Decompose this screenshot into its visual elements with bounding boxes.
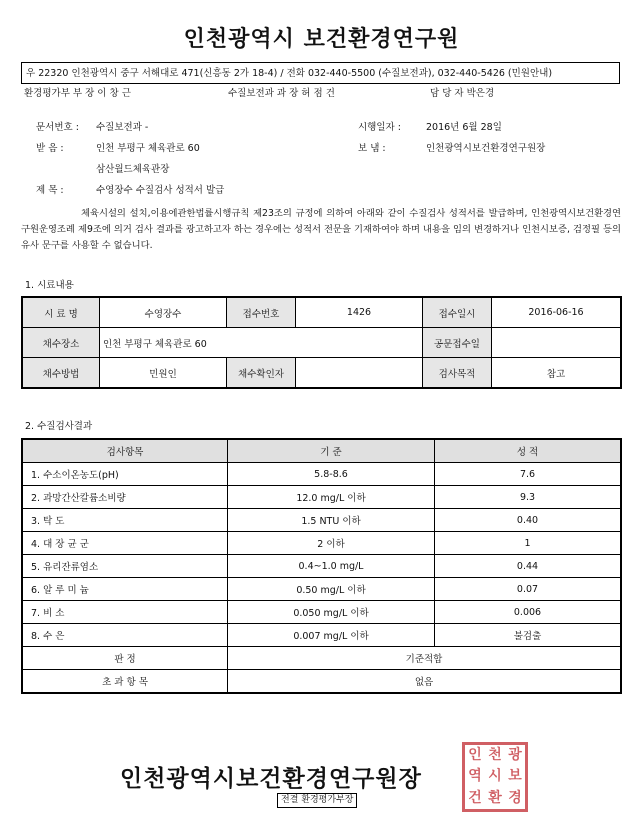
row-standard: 0.4~1.0 mg/L: [228, 555, 435, 578]
row-item: 5. 유리잔류염소: [22, 555, 228, 578]
table-row: [22, 509, 621, 532]
exceed: 없음: [228, 670, 622, 694]
row-result: 1: [435, 532, 622, 555]
table-row: [22, 601, 621, 624]
row-item: 1. 수소이온농도(pH): [22, 463, 228, 486]
recipient-1: 인천 부평구 체육관로 60: [96, 143, 200, 154]
row-result: 불검출: [435, 624, 622, 647]
sender-label: 보 냄 :: [358, 143, 386, 154]
place: 인천 부평구 체육관로 60: [100, 328, 423, 358]
row-standard: 5.8-8.6: [228, 463, 435, 486]
sample-name-label: 시 료 명: [22, 297, 100, 328]
row-standard: 0.50 mg/L 이하: [228, 578, 435, 601]
row-standard: 0.050 mg/L 이하: [228, 601, 435, 624]
exceed-label: 초 과 항 목: [22, 670, 228, 694]
row-result: 7.6: [435, 463, 622, 486]
official: [492, 328, 622, 358]
results-heading: 2. 수질검사결과: [25, 421, 93, 432]
row-item: 6. 알 루 미 늄: [22, 578, 228, 601]
receipt-no: 1426: [296, 297, 423, 328]
row-standard: 12.0 mg/L 이하: [228, 486, 435, 509]
address-line: 우 22320 인천광역시 중구 서해대로 471(신흥동 2가 18-4) / 전화 032-440-5500 (수질보전과), 032-440-5426 (민원안내): [21, 62, 620, 84]
table-row: [22, 578, 621, 601]
table-row: [22, 463, 621, 486]
notice-paragraph: 체육시설의 설치,이용에관한법률시행규칙 제23조의 규정에 의하여 아래와 같이 수질검사 성적서를 발급하며, 인천광역시보건환경연구원운영조례 제9조에 의거 검사 결과를 광고하고자 하는 경우에는 성적서 전문을 기재하여야 하며 내용을 임의 변경하거나 인천시보증, 검정필 등의 유사 문구를 사용할 수 없습니다.: [21, 208, 621, 251]
receipt-no-label: 접수번호: [227, 297, 296, 328]
results-table: [21, 438, 622, 694]
purpose: 참고: [492, 358, 622, 389]
row-item: 2. 과망간산칼륨소비량: [22, 486, 228, 509]
col-result: 성 적: [435, 439, 622, 463]
sender: 인천광역시보건환경연구원장: [426, 143, 546, 154]
method-label: 채수방법: [22, 358, 100, 389]
row-item: 3. 탁 도: [22, 509, 228, 532]
dept-head: 환경평가부 부 장 이 창 근: [24, 88, 131, 99]
place-label: 채수장소: [22, 328, 100, 358]
table-row: [22, 486, 621, 509]
date-label: 시행일자 :: [358, 122, 401, 133]
confirm: [296, 358, 423, 389]
table-row: [22, 532, 621, 555]
row-item: 7. 비 소: [22, 601, 228, 624]
row-standard: 1.5 NTU 이하: [228, 509, 435, 532]
doc-no-label: 문서번호 :: [36, 122, 79, 133]
row-item: 8. 수 은: [22, 624, 228, 647]
row-result: 9.3: [435, 486, 622, 509]
section-head: 수질보전과 과 장 허 점 건: [228, 88, 335, 99]
sample-table: [21, 296, 622, 389]
subject-label: 제 목 :: [36, 185, 64, 196]
verdict-label: 판 정: [22, 647, 228, 670]
row-standard: 2 이하: [228, 532, 435, 555]
receipt-date-label: 접수일시: [423, 297, 492, 328]
date: 2016년 6월 28일: [426, 122, 502, 133]
sample-name: 수영장수: [100, 297, 227, 328]
official-label: 공문접수일: [423, 328, 492, 358]
receipt-date: 2016-06-16: [492, 297, 622, 328]
delegation-note: 전결 환경평가부장: [277, 793, 357, 808]
recipient-2: 삼산월드체육관장: [96, 164, 170, 175]
row-result: 0.40: [435, 509, 622, 532]
row-standard: 0.007 mg/L 이하: [228, 624, 435, 647]
subject: 수영장수 수질검사 성적서 발급: [96, 185, 225, 196]
confirm-label: 채수확인자: [227, 358, 296, 389]
verdict: 기준적합: [228, 647, 622, 670]
sample-heading: 1. 시료내용: [25, 280, 74, 291]
row-result: 0.44: [435, 555, 622, 578]
table-row: [22, 624, 621, 647]
official-seal-icon: 인 천 광 역 시 보 건 환 경: [462, 742, 528, 812]
document-title: 인천광역시 보건환경연구원: [183, 27, 460, 52]
signature: 인천광역시보건환경연구원장: [120, 766, 422, 792]
col-item: 검사항목: [22, 439, 228, 463]
col-standard: 기 준: [228, 439, 435, 463]
purpose-label: 검사목적: [423, 358, 492, 389]
officer: 담 당 자 박은경: [430, 88, 495, 99]
table-row: [22, 555, 621, 578]
recipient-label: 받 음 :: [36, 143, 64, 154]
row-result: 0.07: [435, 578, 622, 601]
row-item: 4. 대 장 균 군: [22, 532, 228, 555]
doc-no: 수질보전과 -: [96, 122, 149, 133]
row-result: 0.006: [435, 601, 622, 624]
method: 민원인: [100, 358, 227, 389]
